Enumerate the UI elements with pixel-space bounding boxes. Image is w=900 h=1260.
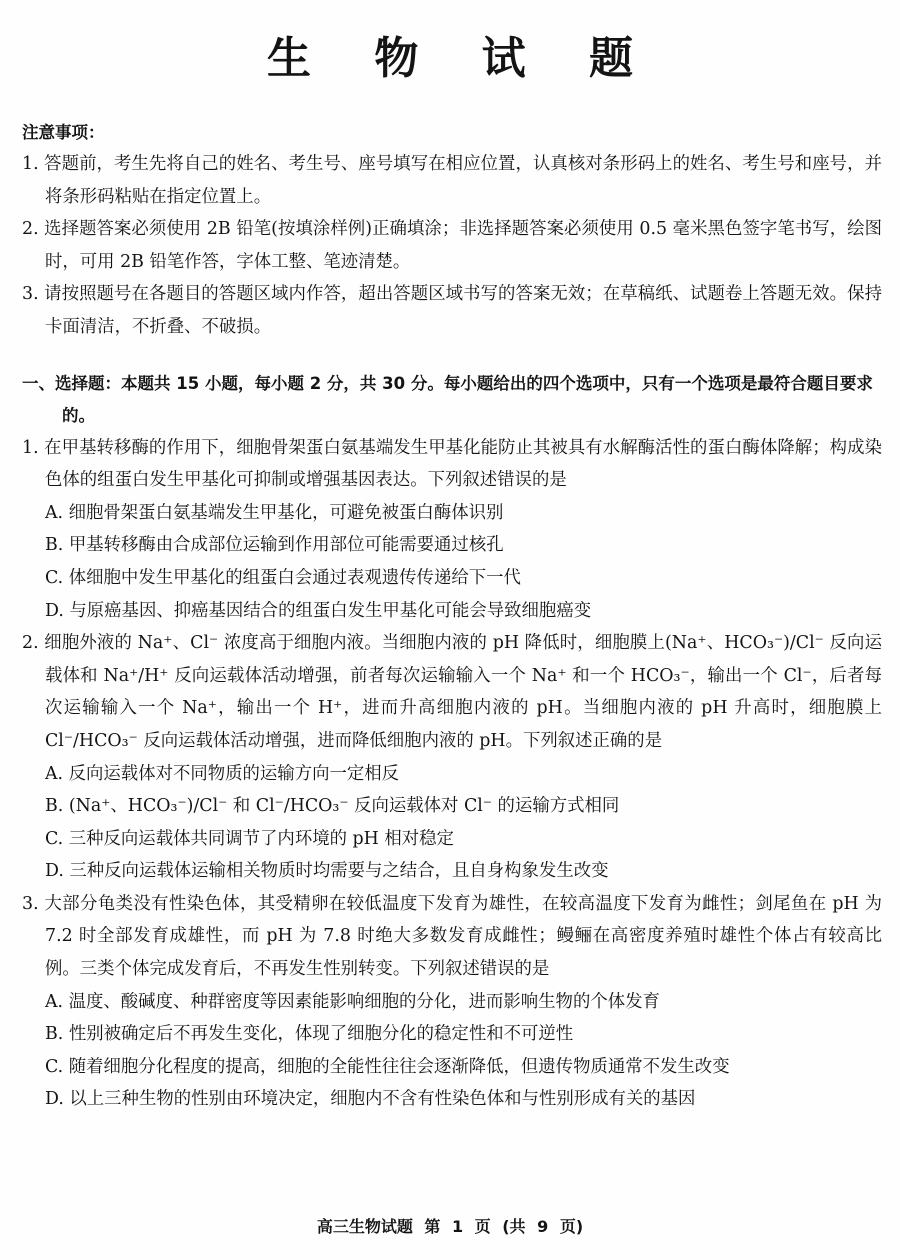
notice-block <box>22 118 882 344</box>
option-a: A. 细胞骨架蛋白氨基端发生甲基化，可避免被蛋白酶体识别 <box>45 502 504 523</box>
section-heading: 一、选择题：本题共 15 小题，每小题 2 分，共 30 分。每小题给出的四个选项中，只有一个选项是最符合题目要求的。 <box>22 373 873 425</box>
question-1 <box>22 432 882 628</box>
option-c: C. 随着细胞分化程度的提高，细胞的全能性往往会逐渐降低，但遗传物质通常不发生改变 <box>45 1056 730 1077</box>
exam-title: 生 物 试 题 <box>267 33 657 84</box>
exam-content <box>22 118 882 1116</box>
option-c: C. 三种反向运载体共同调节了内环境的 pH 相对稳定 <box>45 828 454 849</box>
notice-item: 2. 选择题答案必须使用 2B 铅笔(按填涂样例)正确填涂；非选择题答案必须使用 0.5 毫米黑色签字笔书写，绘图时，可用 2B 铅笔作答，字体工整、笔迹清楚。 <box>22 219 882 272</box>
option-b: B. 甲基转移酶由合成部位运输到作用部位可能需要通过核孔 <box>45 535 504 556</box>
page-footer: 高三生物试题 第 1 页 (共 9 页) <box>316 1217 584 1236</box>
option-d: D. 三种反向运载体运输相关物质时均需要与之结合，且自身构象发生改变 <box>45 861 609 882</box>
question-3 <box>22 888 882 1116</box>
option-d: D. 与原癌基因、抑癌基因结合的组蛋白发生甲基化可能会导致细胞癌变 <box>45 600 592 621</box>
question-stem: 3. 大部分龟类没有性染色体，其受精卵在较低温度下发育为雄性，在较高温度下发育为雌性；剑尾鱼在 pH 为 7.2 时全部发育成雄性，而 pH 为 7.8 时绝大多数发育成雌性；鳗鲡在高密度养殖时雄性个体占有较高比例。三类个体完成发育后，不再发生性别转变。下列叙述错误的是 <box>22 893 882 980</box>
option-c: C. 体细胞中发生甲基化的组蛋白会通过表观遗传传递给下一代 <box>45 567 521 588</box>
notice-item: 3. 请按照题号在各题目的答题区域内作答，超出答题区域书写的答案无效；在草稿纸、试题卷上答题无效。保持卡面清洁，不折叠、不破损。 <box>22 284 882 337</box>
option-a: A. 温度、酸碱度、种群密度等因素能影响细胞的分化，进而影响生物的个体发育 <box>45 991 660 1012</box>
question-stem: 2. 细胞外液的 Na⁺、Cl⁻ 浓度高于细胞内液。当细胞内液的 pH 降低时，细胞膜上(Na⁺、HCO₃⁻)/Cl⁻ 反向运载体和 Na⁺/H⁺ 反向运载体活动增强，前者每次运输输入一个 Na⁺ 和一个 HCO₃⁻，输出一个 Cl⁻，后者每次运输输入一个 Na⁺，输出一个 H⁺，进而升高细胞内液的 pH。当细胞内液的 pH 升高时，细胞膜上 Cl⁻/HCO₃⁻ 反向运载体活动增强，进而降低细胞内液的 pH。下列叙述正确的是 <box>22 633 882 751</box>
question-2 <box>22 627 882 888</box>
option-b: B. 性别被确定后不再发生变化，体现了细胞分化的稳定性和不可逆性 <box>45 1024 574 1045</box>
notice-item: 1. 答题前，考生先将自己的姓名、考生号、座号填写在相应位置，认真核对条形码上的姓名、考生号和座号，并将条形码粘贴在指定位置上。 <box>22 154 882 207</box>
question-stem: 1. 在甲基转移酶的作用下，细胞骨架蛋白氨基端发生甲基化能防止其被具有水解酶活性的蛋白酶体降解；构成染色体的组蛋白发生甲基化可抑制或增强基因表达。下列叙述错误的是 <box>22 437 882 491</box>
option-b: B. (Na⁺、HCO₃⁻)/Cl⁻ 和 Cl⁻/HCO₃⁻ 反向运载体对 Cl⁻ 的运输方式相同 <box>45 796 620 817</box>
notice-heading: 注意事项： <box>22 123 105 142</box>
option-a: A. 反向运载体对不同物质的运输方向一定相反 <box>45 763 400 784</box>
option-d: D. 以上三种生物的性别由环境决定，细胞内不含有性染色体和与性别形成有关的基因 <box>45 1089 696 1110</box>
